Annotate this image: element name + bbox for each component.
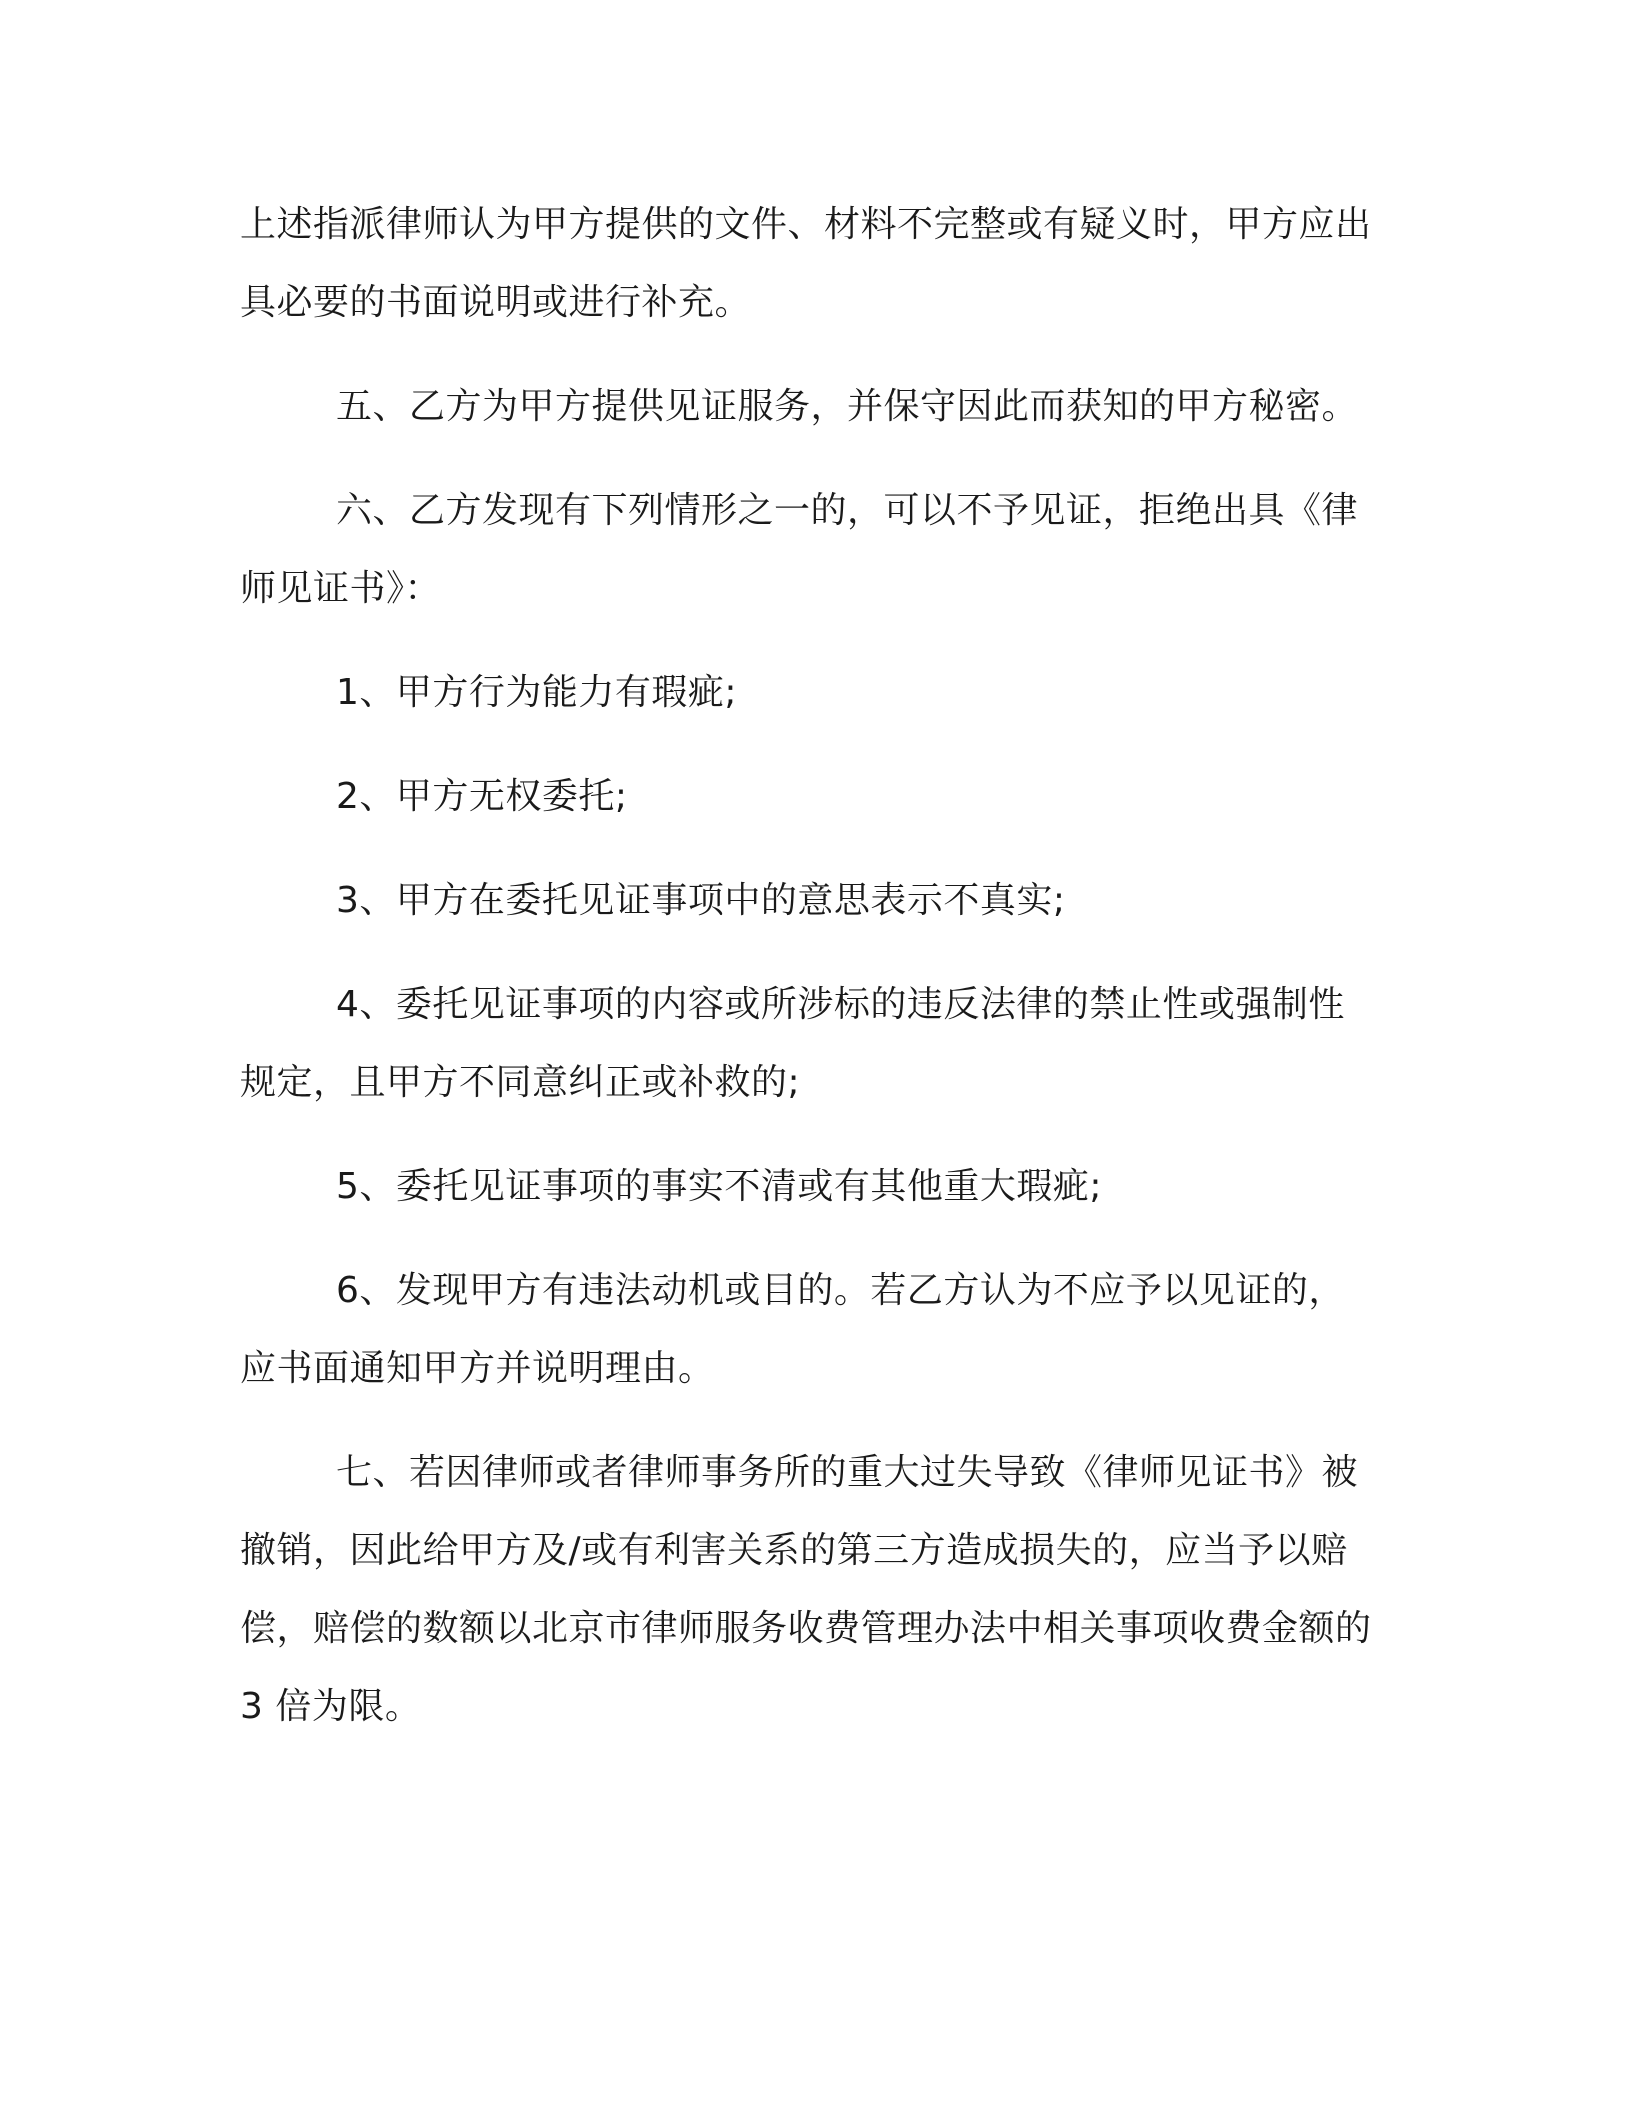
list-item-six-3: 3、甲方在委托见证事项中的意思表示不真实;: [336, 880, 1066, 921]
paragraph-clause-seven: 七、若因律师或者律师事务所的重大过失导致《律师见证书》被撤销，因此给甲方及/或有利害关系的第三方造成损失的，应当予以赔偿，赔偿的数额以北京市律师服务收费管理办法中相关事项收费金额的 3 倍为限。: [240, 1452, 1384, 1727]
list-item-six-1: 1、甲方行为能力有瑕疵;: [336, 672, 738, 713]
paragraph-clause-five: 五、乙方为甲方提供见证服务，并保守因此而获知的甲方秘密。: [336, 386, 1359, 427]
list-item-six-5: 5、委托见证事项的事实不清或有其他重大瑕疵;: [336, 1166, 1103, 1207]
list-item-six-2: 2、甲方无权委托;: [336, 776, 628, 817]
list-item-six-6: 6、发现甲方有违法动机或目的。若乙方认为不应予以见证的，应书面通知甲方并说明理由。: [240, 1270, 1345, 1389]
list-item-six-4: 4、委托见证事项的内容或所涉标的违反法律的禁止性或强制性规定，且甲方不同意纠正或补救的;: [240, 984, 1345, 1103]
paragraph-clause-six: 六、乙方发现有下列情形之一的，可以不予见证，拒绝出具《律师见证书》：: [240, 490, 1359, 609]
document-page: [240, 186, 1384, 1746]
paragraph-intro-continuation: 上述指派律师认为甲方提供的文件、材料不完整或有疑义时，甲方应出具必要的书面说明或进行补充。: [240, 204, 1372, 323]
